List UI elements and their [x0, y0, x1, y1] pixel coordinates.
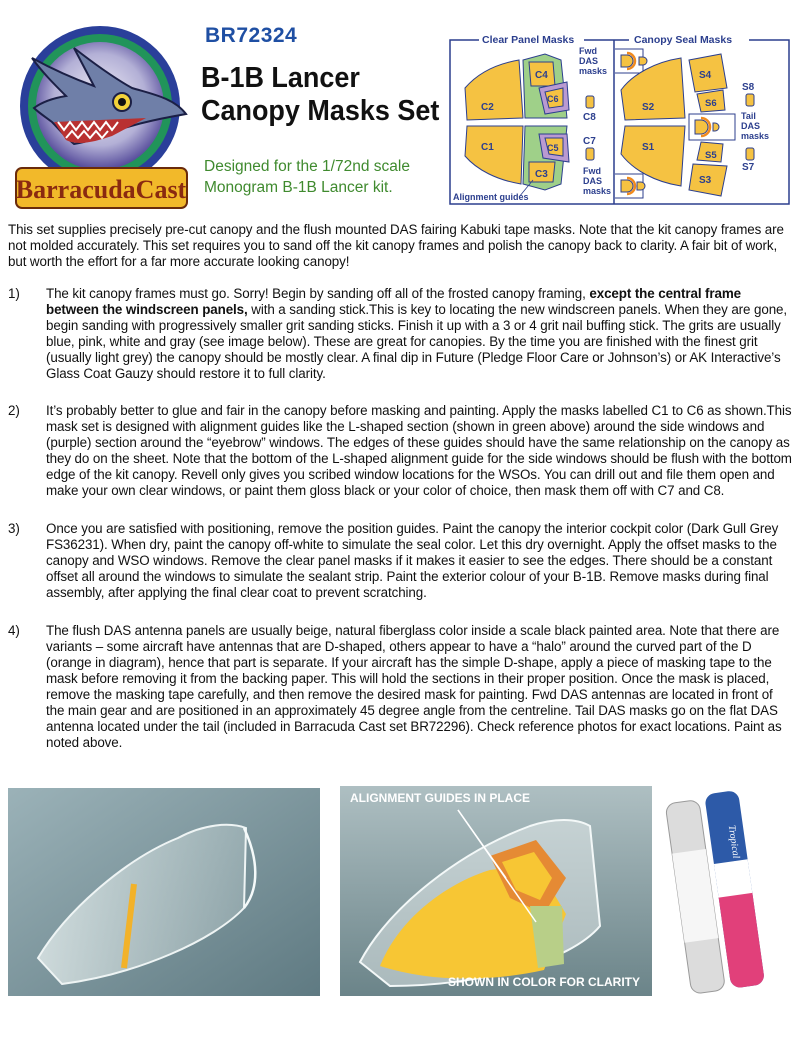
fwd-das-bottom-label-2: DAS: [583, 176, 603, 186]
photo-sanded-canopy: [8, 788, 320, 996]
alignment-guides-label: Alignment guides: [453, 192, 529, 202]
product-code: BR72324: [205, 24, 298, 47]
step-text: The kit canopy frames must go. Sorry! Begin by sanding off all of the frosted canopy framing, except the central frame between the windscreen panels, with a sanding stick.This is key to locating the new windscreen panels. When they are gone, begin sanding with progressively smaller grit sanding sticks. Finish it up with a 3 or 4 grit nail buffing stick. The grits are usually blue, pink, white and gray (see image below). These are great for canopies. By the time you are finished with the finest grit (usually light grey) the canopy should be mostly clear. A final dip in Future (Pledge Floor Care or Johnson’s) or AK Interactive’s Glass Coat Gauzy should restore it to full clarity.: [46, 286, 788, 381]
instruction-step-2: [8, 403, 794, 499]
label-c2: C2: [481, 102, 494, 113]
label-c5: C5: [547, 143, 559, 153]
tail-das-label-2: DAS: [741, 121, 761, 131]
label-s8: S8: [742, 82, 755, 93]
seal-masks-title: Canopy Seal Masks: [634, 34, 733, 46]
label-c3: C3: [535, 169, 548, 180]
product-title: [201, 62, 439, 128]
das-d-mask-top: [621, 55, 633, 67]
step-emphasis: except the central frame between the windscreen panels,: [46, 286, 742, 317]
subtitle-line-2: Monogram B-1B Lancer kit.: [204, 179, 393, 196]
fwd-das-top-label-3: masks: [579, 66, 608, 76]
mask-sheet-diagram: [449, 30, 790, 206]
label-c6: C6: [547, 94, 559, 104]
logo-text: BarracudaCast: [15, 175, 187, 204]
label-s6: S6: [705, 98, 717, 109]
intro-paragraph: This set supplies precisely pre-cut canopy and the flush mounted DAS fairing Kabuki tape masks. Note that the kit canopy frames are not molded accurately. This set requires you to sand off the kit canopy frames and polish the canopy back to clarity. A fair bit of work, but worth the effort for a far more accurate looking canopy!: [8, 222, 784, 269]
step-number: 4): [8, 623, 20, 638]
photo-caption-top: ALIGNMENT GUIDES IN PLACE: [350, 791, 531, 805]
label-c1: C1: [481, 142, 494, 153]
fwd-das-top-label-1: Fwd: [579, 46, 597, 56]
step-text: It’s probably better to glue and fair in the canopy before masking and painting. Apply the masks labelled C1 to C6 as shown.This mask set is designed with alignment guides like the L-shaped section (shown in green above) around the side windows and (purple) section around the “eyebrow” windows. The edges of these guides should have the same relationship on the canopy as they do on the sheet. Note that the bottom of the L-shaped alignment guide for the side windows should be flush with the bottom edge of the kit canopy. Revell only gives you scribed window locations for the WSOs. You can drill out and file them open and make your own clear windows, or paint them gloss black or your color of choice, then mask them off with C7 and C8.: [46, 403, 792, 498]
title-line-2: Canopy Masks Set: [201, 95, 440, 127]
tail-das-label-3: masks: [741, 131, 770, 141]
product-subtitle: [204, 156, 410, 198]
mask-c7: [586, 148, 594, 160]
mask-s8: [746, 94, 754, 106]
label-c7: C7: [583, 136, 596, 147]
barracudacast-logo: [14, 18, 189, 213]
mask-c8: [586, 96, 594, 108]
label-s5: S5: [705, 150, 717, 161]
fwd-das-bottom-label-1: Fwd: [583, 166, 601, 176]
photo-caption-bottom: SHOWN IN COLOR FOR CLARITY: [448, 975, 640, 989]
clear-panel-title: Clear Panel Masks: [482, 34, 575, 46]
fwd-das-bottom-label-3: masks: [583, 186, 612, 196]
subtitle-line-1: Designed for the 1/72nd scale: [204, 158, 410, 175]
mask-s7: [746, 148, 754, 160]
photo-buffing-sticks: [664, 786, 796, 998]
label-c4: C4: [535, 70, 548, 81]
instruction-step-1: [8, 286, 794, 382]
label-s3: S3: [699, 175, 712, 186]
buffing-stick-brand: Tropical Shine: [725, 824, 745, 884]
label-c8: C8: [583, 112, 596, 123]
label-s4: S4: [699, 70, 712, 81]
label-s7: S7: [742, 162, 755, 173]
step-number: 2): [8, 403, 20, 418]
step-text: Once you are satisfied with positioning, remove the position guides. Paint the canopy the interior cockpit color (Dark Gull Grey FS36231). When dry, paint the canopy off-white to simulate the seal color. Let this dry overnight. Apply the offset masks to the canopy and WSO windows. Remove the clear panel masks if it makes it easier to see the edges. There should be a constant offset all around the windows to simulate the sealant strip. Paint the exterior colour of your B-1B. Remove masks during final assembly, after applying the final clear coat to prevent scratching.: [46, 521, 779, 600]
instruction-step-4: [8, 623, 794, 751]
label-s1: S1: [642, 142, 655, 153]
title-line-1: B-1B Lancer: [201, 62, 360, 94]
label-s2: S2: [642, 102, 655, 113]
instruction-step-3: [8, 521, 794, 601]
step-number: 1): [8, 286, 20, 301]
tail-das-d-mask: [695, 120, 708, 134]
fwd-das-top-label-2: DAS: [579, 56, 599, 66]
photo-alignment-guides: [340, 786, 652, 996]
tail-das-label-1: Tail: [741, 111, 756, 121]
step-text: The flush DAS antenna panels are usually beige, natural fiberglass color inside a scale black painted area. Note that there are variants – some aircraft have antennas that are D-shaped, others appear to have a “halo” around the curved part of the D (orange in diagram), hence that part is separate. If your aircraft has the simple D-shape, apply a piece of masking tape to the mask before removing it from the backing paper. This will hold the sections in their proper position. Once the mask is placed, remove the masking tape carefully, and then remove the desired mask for painting. Fwd DAS antennas are located in front of the main gear and are positioned in an approximately 45 degree angle from the centreline. Tail DAS masks go on the flat DAS antenna located under the tail (included in Barracuda Cast set BR72296). Check reference photos for exact locations. Paint as noted above.: [46, 623, 782, 750]
das-d-mask-bottom: [621, 180, 633, 192]
step-number: 3): [8, 521, 20, 536]
